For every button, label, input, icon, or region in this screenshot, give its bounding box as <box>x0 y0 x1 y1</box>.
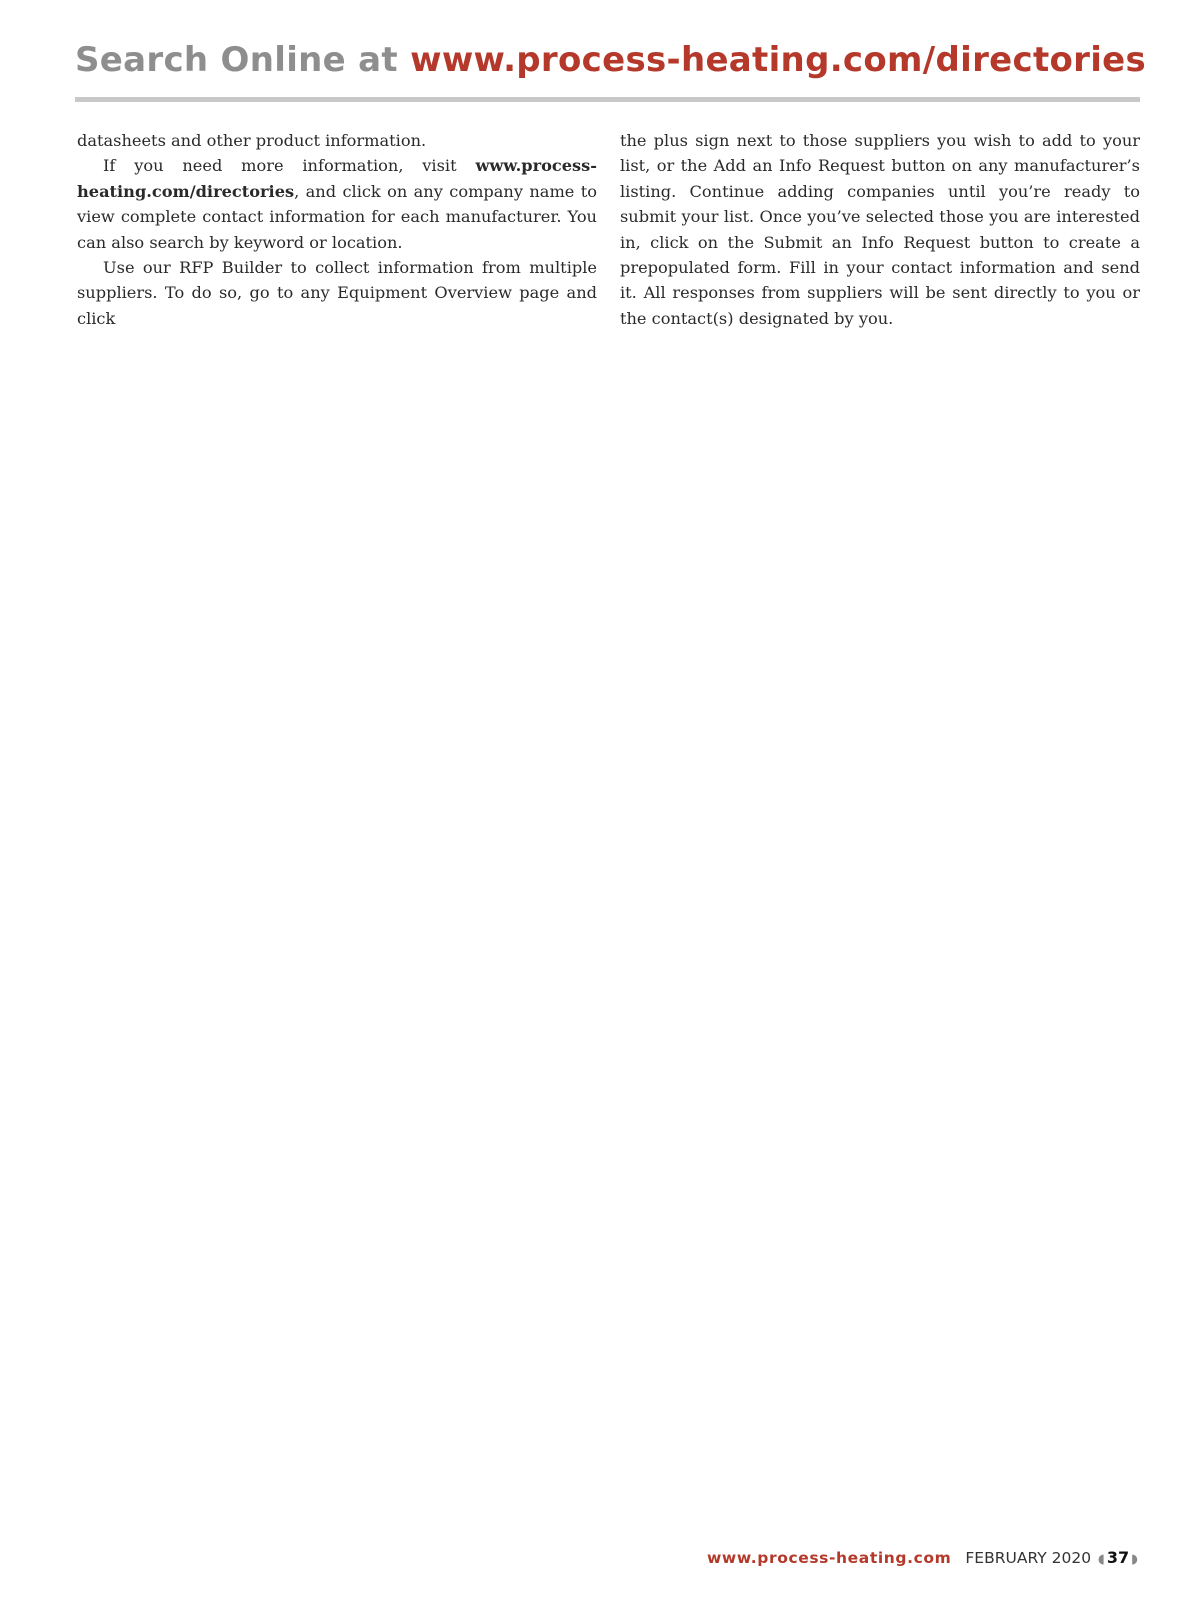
intro-paragraph: datasheets and other product information. <box>77 131 427 150</box>
page-number: 37 <box>1106 1548 1130 1567</box>
controls-table <box>0 325 1152 1502</box>
directories-link[interactable]: www.process-heating.com/directories <box>77 156 597 201</box>
footer-url[interactable]: www.process-heating.com <box>707 1549 952 1567</box>
footer-right-triangle-icon: ◗ <box>1131 1552 1138 1567</box>
header-url-link[interactable]: www.process-heating.com/directories <box>410 40 1147 80</box>
footer-date: FEBRUARY 2020 <box>965 1549 1092 1567</box>
header-prefix: Search Online at <box>75 40 411 80</box>
intro-right-column <box>620 128 1140 331</box>
intro-left-column <box>77 128 597 331</box>
page-header <box>75 40 1147 80</box>
intro-paragraph: Use our RFP Builder to collect information from multiple suppliers. To do so, go to any Equipment Overview page and click <box>77 258 597 328</box>
page-footer <box>500 1548 1140 1567</box>
intro-paragraph: If you need more information, visit www.process-heating.com/directories, and click on any company name to view complete contact information for each manufacturer. You can also search by keyword or location. <box>77 156 597 252</box>
footer-left-triangle-icon: ◖ <box>1098 1552 1105 1567</box>
intro-right-text: the plus sign next to those suppliers you wish to add to your list, or the Add an Info Request button on any manufacturer’s listing. Continue adding companies until you’re ready to submit your list. Once you’ve selected those you are interested in, click on the Submit an Info Request button to create a prepopulated form. Fill in your contact information and send it. All responses from suppliers will be sent directly to you or the contact(s) designated by you. <box>620 131 1140 328</box>
header-rule <box>75 97 1140 102</box>
